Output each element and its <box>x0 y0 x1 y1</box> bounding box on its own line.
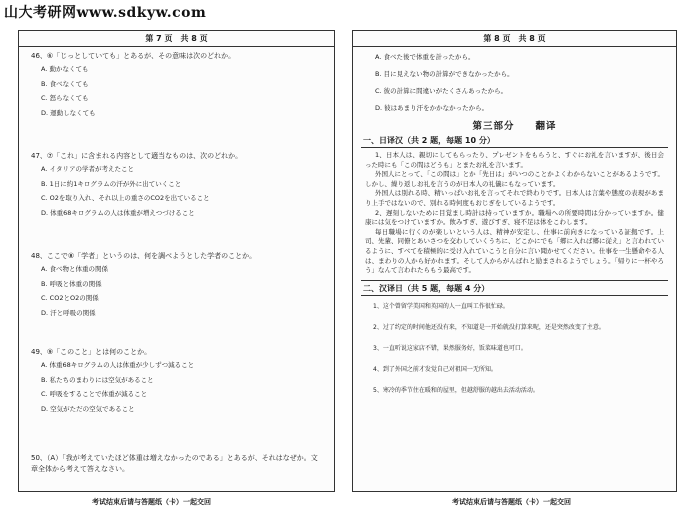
question-49 <box>31 347 324 416</box>
section-title: 第三部分 翻译 <box>472 121 557 132</box>
option: A. 食べ物と体重の関係 <box>41 265 108 273</box>
translation-question: 1、这个曾留学美国和英国的人一直叫工作很忙碌。 <box>373 302 509 310</box>
option: D. 運動しなくても <box>41 108 96 117</box>
option: C. O2を取り入れ、それ以上の重さのCO2を出ていること <box>41 194 210 202</box>
translation-question: 4、到了外国之前才发觉自己对祖国一无所知。 <box>373 365 497 373</box>
option: C. 怒らなくても <box>41 94 89 102</box>
option: C. CO2とO2の関係 <box>41 294 99 302</box>
page-header: 第 7 页 共 8 页 <box>19 31 334 47</box>
option: A. イタリアの学者が考えたこと <box>41 165 134 173</box>
passage-paragraph: 毎日職場に行くのが楽しいという人は、精神が安定し、仕事に前向きになっている証拠です。上司、先輩、同僚とあいさつを交わしていくうちに、どこかにでも「郷に入れば郷に従え」と言われているように、すべてを積極的に受け入れていこうと自分に言い聞かせてください。仕事を一生懸命やる人は、まわりの人から好かれます。そして人からがんばれと励まされるようでしょう。「帰りに一杯やろう」なんて言われたらもう最高です。 <box>365 227 664 275</box>
option: C. 呼吸をすることで体重が減ること <box>41 390 148 398</box>
question-46 <box>31 51 324 120</box>
subsection-title: 一、日译汉（共 2 题，每题 10 分） <box>361 135 668 148</box>
page-header: 第 8 页 共 8 页 <box>353 31 676 47</box>
translation-question: 2、过了约定的时间他还没有来，不知道是一开始就没打算来呢，还是突然改变了主意。 <box>373 323 605 331</box>
question-47 <box>31 151 324 220</box>
option: B. 私たちのまわりには空気があること <box>41 375 154 384</box>
question-stem: 50、（A）「我が考えていたほど体重は増えなかったのである」とあるが、それはなぜか。文章全体から考えて答えなさい。 <box>31 454 318 473</box>
question-stem: 46、⑥「じっとしていても」とあるが、その意味は次のどれか。 <box>31 52 236 60</box>
option: A. 食べた後で体重を計ったから。 <box>375 53 475 61</box>
translation-question: 5、寒冷的季节住在暖和的屋里，但越舒服的越出去活动活动。 <box>373 386 539 394</box>
question-48 <box>31 251 324 320</box>
option: B. 呼吸と体重の関係 <box>41 279 102 288</box>
option: D. 汗と呼吸の関係 <box>41 308 96 317</box>
site-logo: 山大考研网www.sdkyw.com <box>4 5 207 21</box>
question-stem: 48、ここで⑧「学者」というのは、何を調べようとした学者のことか。 <box>31 252 257 260</box>
passage-paragraph: 2、遅刻しないために目覚まし時計は持っていますか。職場への所要時間は分かっていますか。健康には気をつけていますか。飲みすぎ、遊びすぎ、寝不足は体をこわします。 <box>365 208 664 227</box>
subsection-title: 二、汉译日（共 5 题，每题 4 分） <box>361 280 668 296</box>
passage-paragraph: 外国人は別れる時、精いっぱいお礼を言ってそれで終わりです。日本人は言葉や態度の表現があまり上手ではないので、別れる時何度もおじぎをしているようです。 <box>365 189 664 207</box>
question-stem: 49、⑨「このこと」とは何のことか。 <box>31 348 152 356</box>
question-50 <box>31 453 324 475</box>
exam-page-8 <box>352 30 677 492</box>
option: A. 動かなくても <box>41 65 89 73</box>
option: D. 空気がただの空気であること <box>41 404 135 413</box>
option: A. 体重68キログラムの人は体重が少しずつ減ること <box>41 361 195 369</box>
exam-page-7 <box>18 30 335 492</box>
page-footer: 考试结束后请与答题纸（卡）一起交回 <box>452 498 571 506</box>
option: D. 彼はあまり汗をかかなかったから。 <box>375 104 489 112</box>
option: B. 目に見えない物の計算ができなかったから。 <box>375 70 514 78</box>
passage-paragraph: 1、日本人は、親切にしてもらったり、プレゼントをもらうと、すぐにお礼を言いますが、後日会った時にも「この間はどうも」とまたお礼を言います。 <box>365 151 664 169</box>
translation-question: 3、一直听说这家店不错，果然服务好，饭菜味道也可口。 <box>373 344 527 352</box>
option: B. 食べなくても <box>41 79 89 88</box>
option: C. 彼の計算に間違いがたくさんあったから。 <box>375 87 508 95</box>
option: B. 1日に約1キログラムの汗が外に出ていくこと <box>41 179 182 188</box>
option: D. 体重68キログラムの人は体重が増えつづけること <box>41 208 195 217</box>
page-footer: 考试结束后请与答题纸（卡）一起交回 <box>92 498 211 506</box>
question-stem: 47、⑦「これ」に含まれる内容として適当なものは、次のどれか。 <box>31 152 243 160</box>
passage-paragraph: 外国人にとって、「この間は」とか「先日は」がいつのことかよくわからないことがあるようです。しかし、繰り返しお礼を言うのが日本人の礼儀にもなっています。 <box>365 170 664 188</box>
